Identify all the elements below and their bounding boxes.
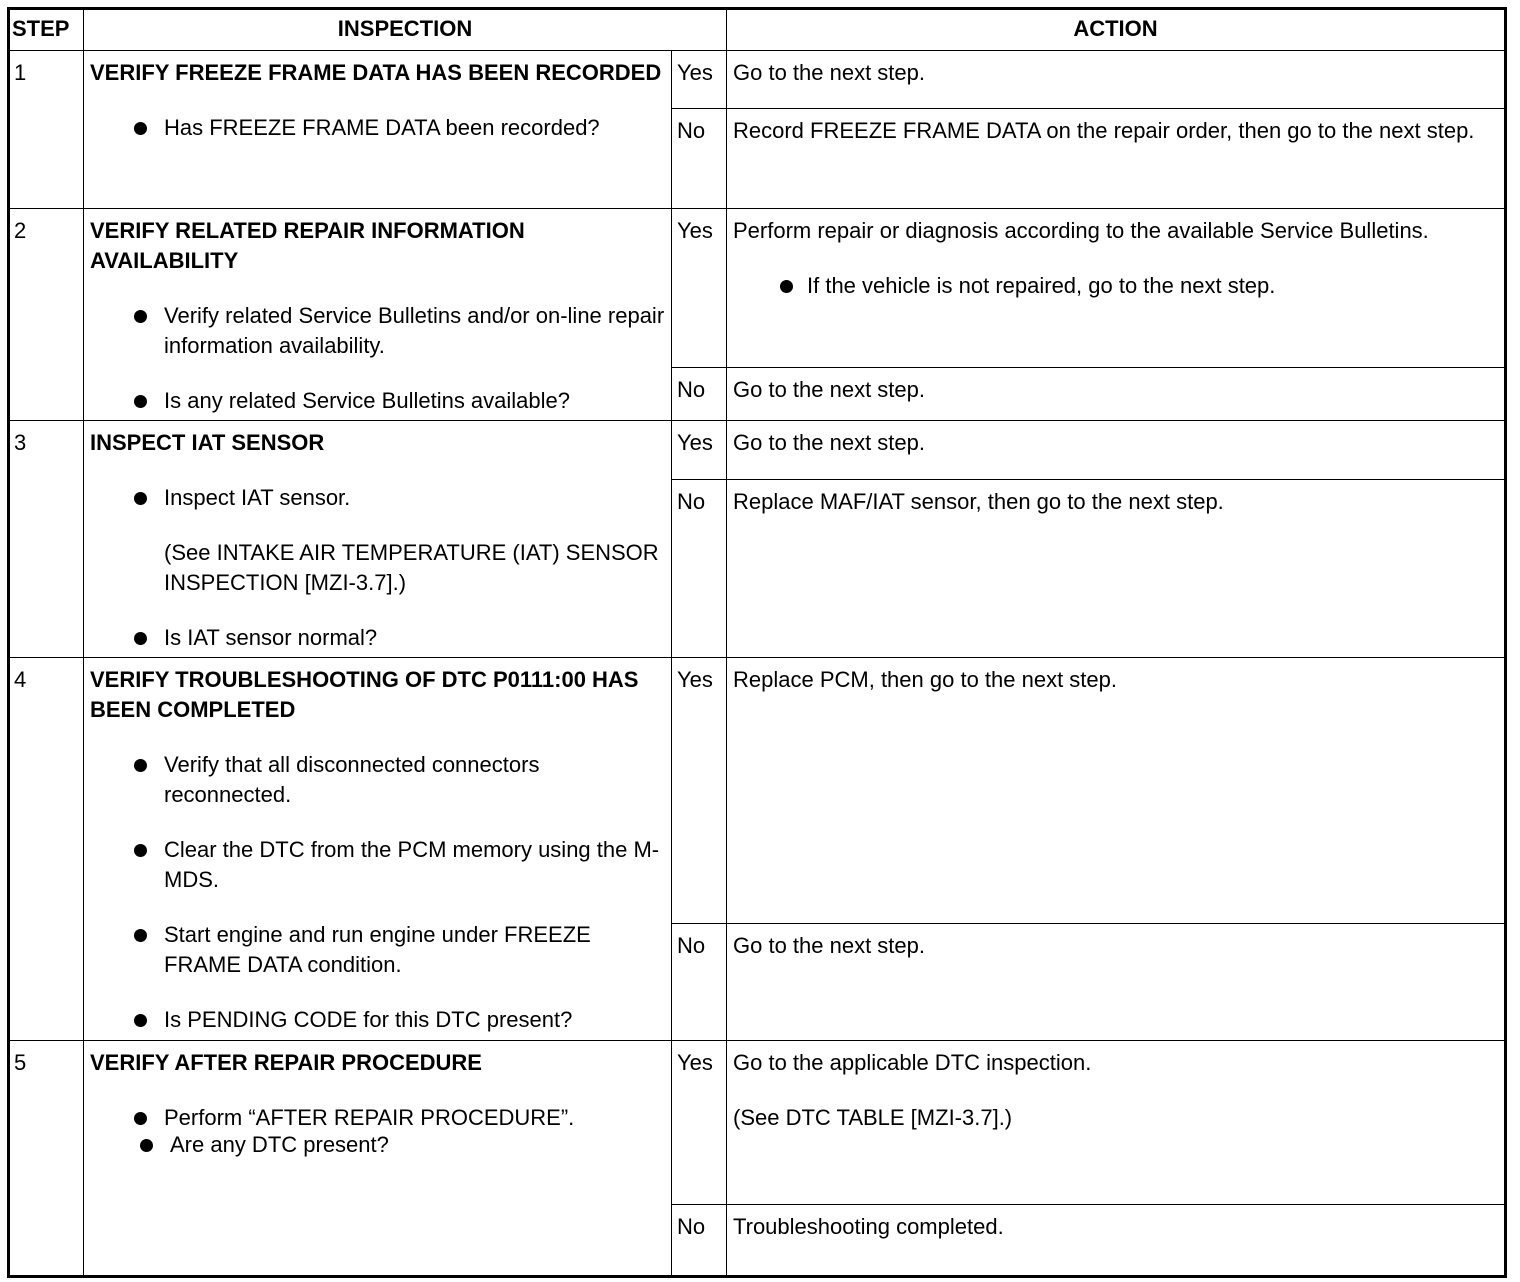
- yes-action: Go to the applicable DTC inspection.: [733, 1050, 1092, 1075]
- yes-action: Go to the next step.: [727, 421, 1506, 480]
- table-header: [9, 9, 1506, 51]
- table-row: [9, 209, 1506, 368]
- no-action: Go to the next step.: [727, 924, 1506, 1041]
- bullet-item: [733, 271, 1498, 301]
- bullet-item: [90, 483, 665, 513]
- bullet-text: Is IAT sensor normal?: [164, 625, 378, 650]
- inspection-cell: [84, 51, 672, 209]
- bullet-item: [90, 920, 665, 980]
- table-row: [9, 1041, 1506, 1205]
- yes-label: Yes: [672, 209, 727, 368]
- yes-label: Yes: [672, 51, 727, 109]
- bullet-item: [90, 301, 665, 361]
- bullet-item: [90, 1005, 665, 1035]
- bullet-text: Perform “AFTER REPAIR PROCEDURE”.: [164, 1105, 575, 1130]
- step-title: VERIFY RELATED REPAIR INFORMATION AVAILABILITY: [90, 218, 525, 273]
- bullet-icon: [134, 759, 147, 772]
- reference-note: (See INTAKE AIR TEMPERATURE (IAT) SENSOR INSPECTION [MZI-3.7].): [164, 540, 659, 595]
- step-number: 3: [9, 421, 84, 658]
- no-label: No: [672, 1205, 727, 1277]
- step-number: 5: [9, 1041, 84, 1277]
- no-action: Record FREEZE FRAME DATA on the repair order, then go to the next step.: [727, 109, 1506, 209]
- bullet-icon: [134, 632, 147, 645]
- yes-label: Yes: [672, 421, 727, 480]
- step-title: VERIFY FREEZE FRAME DATA HAS BEEN RECORDED: [90, 60, 662, 85]
- bullet-text: Clear the DTC from the PCM memory using the M-MDS.: [164, 837, 660, 892]
- no-label: No: [672, 480, 727, 658]
- step-title: VERIFY AFTER REPAIR PROCEDURE: [90, 1050, 482, 1075]
- bullet-icon: [134, 1014, 147, 1027]
- step-number: 2: [9, 209, 84, 421]
- bullet-icon: [134, 1112, 147, 1125]
- bullet-item: [90, 623, 665, 653]
- table-row: [9, 421, 1506, 480]
- header-step: STEP: [9, 9, 84, 51]
- bullet-icon: [780, 280, 793, 293]
- yes-action: Go to the next step.: [727, 51, 1506, 109]
- no-action: Go to the next step.: [727, 368, 1506, 421]
- inspection-cell: [84, 1041, 672, 1277]
- yes-label: Yes: [672, 658, 727, 924]
- no-label: No: [672, 109, 727, 209]
- bullet-text: Is any related Service Bulletins available?: [164, 388, 571, 413]
- bullet-text: If the vehicle is not repaired, go to the next step.: [807, 273, 1276, 298]
- bullet-text: Inspect IAT sensor.: [164, 485, 351, 510]
- bullet-icon: [134, 929, 147, 942]
- inspection-cell: [84, 658, 672, 1041]
- bullet-item: [90, 750, 665, 810]
- no-action: Replace MAF/IAT sensor, then go to the next step.: [727, 480, 1506, 658]
- header-action: ACTION: [727, 9, 1506, 51]
- troubleshooting-table: [7, 7, 1507, 1278]
- inspection-cell: [84, 421, 672, 658]
- step-number: 1: [9, 51, 84, 209]
- bullet-icon: [134, 395, 147, 408]
- bullet-icon: [134, 844, 147, 857]
- bullet-icon: [134, 310, 147, 323]
- reference-note: (See DTC TABLE [MZI-3.7].): [733, 1105, 1013, 1130]
- table-row: [9, 658, 1506, 924]
- bullet-text: Is PENDING CODE for this DTC present?: [164, 1007, 573, 1032]
- yes-label: Yes: [672, 1041, 727, 1205]
- yes-action-cell: [727, 1041, 1506, 1205]
- no-action: Troubleshooting completed.: [727, 1205, 1506, 1277]
- yes-action: Replace PCM, then go to the next step.: [727, 658, 1506, 924]
- bullet-icon: [134, 122, 147, 135]
- bullet-text: Has FREEZE FRAME DATA been recorded?: [164, 115, 600, 140]
- bullet-text: Verify that all disconnected connectors reconnected.: [164, 752, 540, 807]
- bullet-text: Start engine and run engine under FREEZE FRAME DATA condition.: [164, 922, 591, 977]
- yes-action-cell: [727, 209, 1506, 368]
- bullet-text: Are any DTC present?: [170, 1132, 389, 1157]
- bullet-item: [96, 1130, 671, 1160]
- bullet-item: [90, 113, 665, 143]
- step-number: 4: [9, 658, 84, 1041]
- bullet-icon: [134, 492, 147, 505]
- inspection-cell: [84, 209, 672, 421]
- bullet-item: [90, 386, 665, 416]
- bullet-item: [90, 1103, 665, 1133]
- bullet-icon: [140, 1139, 153, 1152]
- step-title: INSPECT IAT SENSOR: [90, 430, 325, 455]
- no-label: No: [672, 924, 727, 1041]
- header-inspection: INSPECTION: [84, 9, 727, 51]
- step-title: VERIFY TROUBLESHOOTING OF DTC P0111:00 HAS BEEN COMPLETED: [90, 667, 639, 722]
- bullet-text: Verify related Service Bulletins and/or on-line repair information availability.: [164, 303, 665, 358]
- no-label: No: [672, 368, 727, 421]
- yes-action: Perform repair or diagnosis according to the available Service Bulletins.: [733, 218, 1429, 243]
- bullet-item: [90, 835, 665, 895]
- table-row: [9, 51, 1506, 109]
